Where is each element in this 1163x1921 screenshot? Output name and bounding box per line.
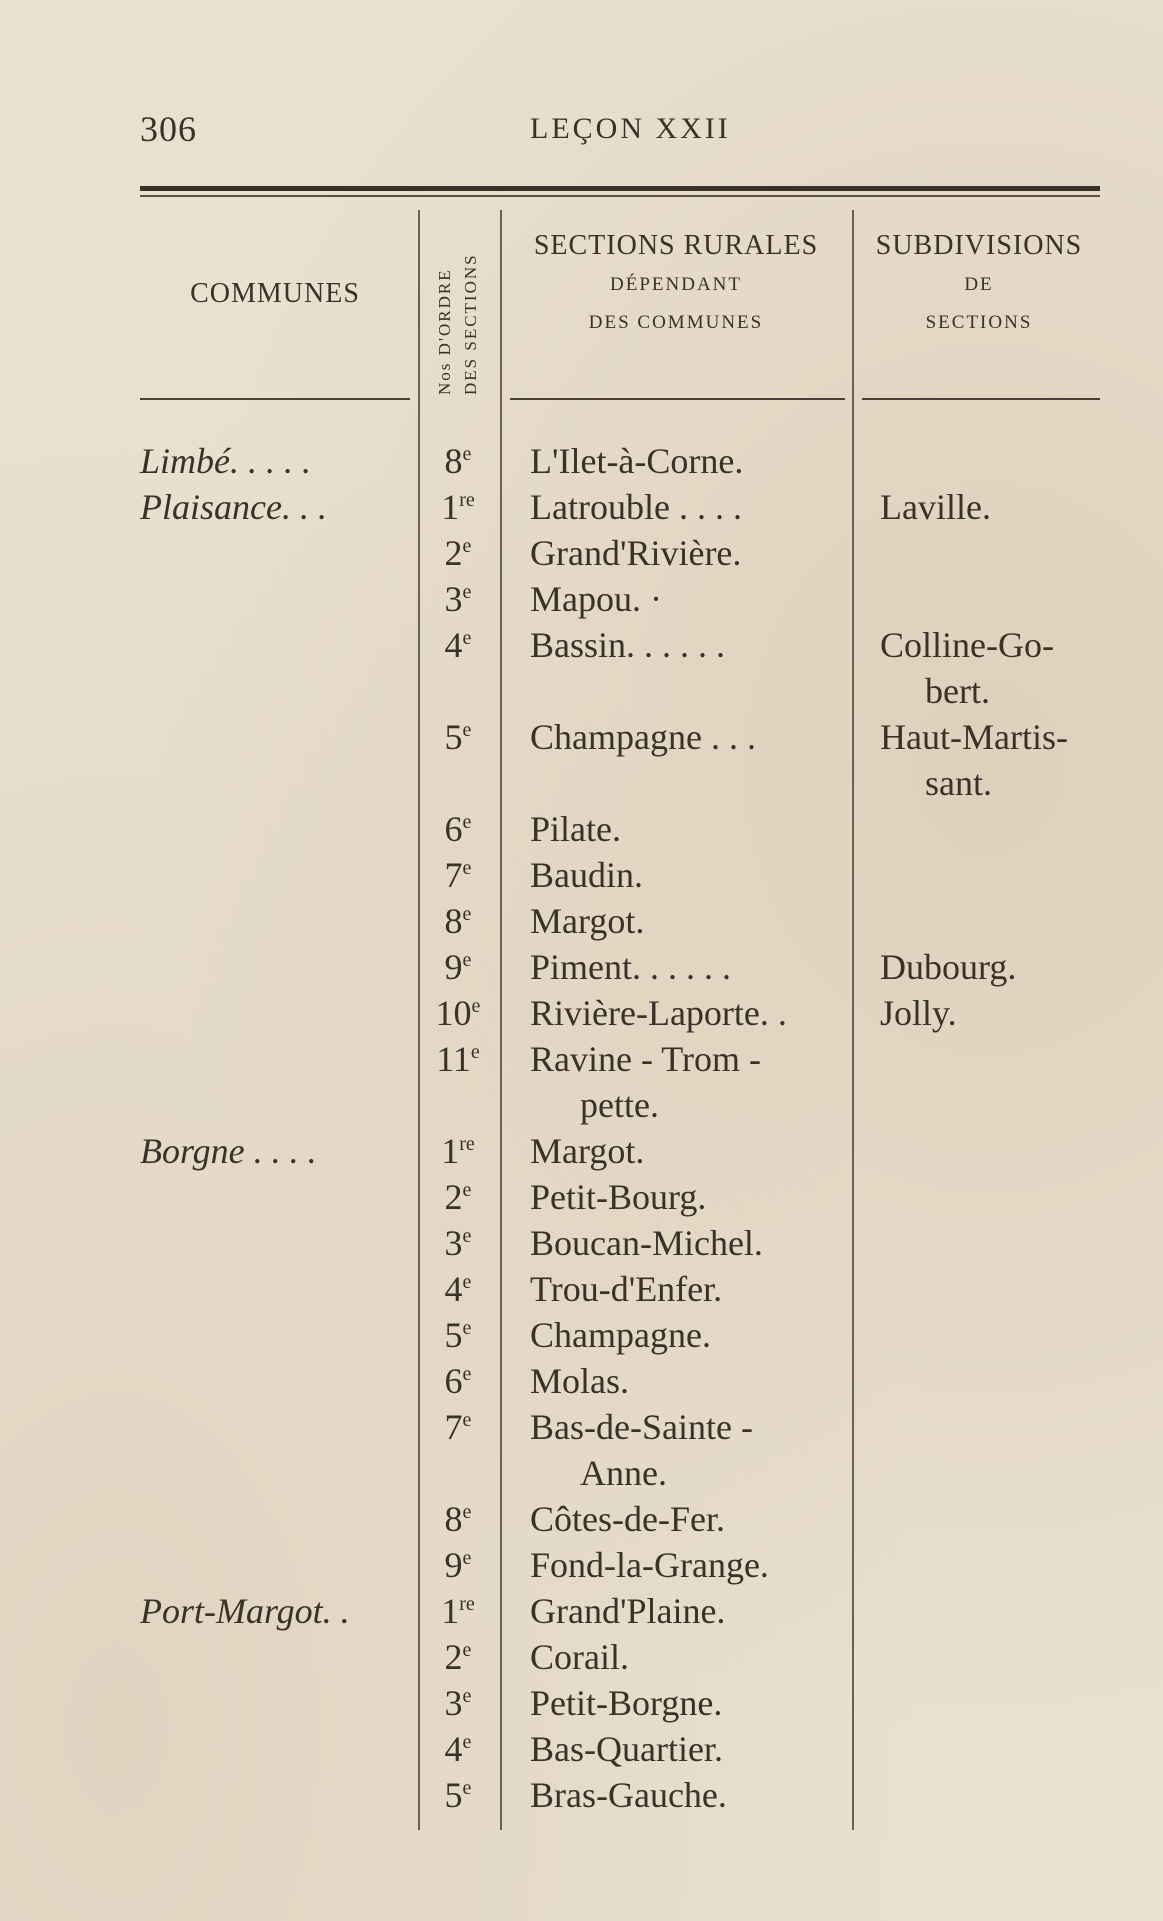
header-ordre-line2: DES SECTIONS	[461, 253, 480, 395]
ordinal-suffix: e	[462, 1271, 472, 1293]
table-row	[0, 1636, 1163, 1682]
header-sections-sub1: DÉPENDANT	[610, 274, 742, 295]
ordinal-suffix: e	[462, 1225, 472, 1247]
table-row	[0, 1728, 1163, 1774]
running-head: LEÇON XXII	[530, 112, 731, 145]
ordinal-suffix: re	[459, 1133, 475, 1155]
table-row	[0, 900, 1163, 946]
commune-name: Plaisance. . .	[140, 487, 327, 527]
section-name: Fond-la-Grange.	[530, 1545, 769, 1585]
section-name: Grand'Plaine.	[530, 1591, 726, 1631]
section-number	[420, 808, 496, 850]
ordinal-suffix: e	[462, 1363, 472, 1385]
page-number: 306	[140, 109, 197, 149]
section-number	[420, 1498, 496, 1540]
section-name: Bras-Gauche.	[530, 1775, 727, 1815]
table-body	[0, 440, 1163, 1820]
section-name: Baudin.	[530, 855, 643, 895]
section-name: Petit-Bourg.	[530, 1177, 707, 1217]
ordinal-suffix: e	[462, 857, 472, 879]
ordinal-suffix: e	[462, 1685, 472, 1707]
header-rule	[140, 398, 410, 400]
section-number-value: 9	[444, 947, 463, 987]
table-row	[0, 440, 1163, 486]
header-subdivisions	[858, 230, 1100, 338]
table-row	[0, 1268, 1163, 1314]
section-number-value: 3	[444, 1223, 463, 1263]
section-number	[420, 1544, 496, 1586]
section-name: Bas-Quartier.	[530, 1729, 723, 1769]
header-rule	[510, 398, 845, 400]
table-row	[0, 946, 1163, 992]
ordinal-suffix: e	[462, 443, 472, 465]
section-name: Mapou. ·	[530, 579, 662, 619]
section-name: Bassin. . . . . .	[530, 625, 726, 665]
section-number-value: 2	[444, 1177, 463, 1217]
section-number-value: 5	[444, 1315, 463, 1355]
section-name: Côtes-de-Fer.	[530, 1499, 725, 1539]
ordinal-suffix: e	[470, 1041, 480, 1063]
subdivision-name-continuation: bert.	[925, 671, 990, 711]
section-number	[420, 440, 496, 482]
section-number-value: 6	[444, 809, 463, 849]
section-name: Bas-de-Sainte -	[530, 1407, 753, 1447]
table-row	[0, 1038, 1163, 1084]
ordinal-suffix: e	[462, 1777, 472, 1799]
section-number-value: 8	[444, 901, 463, 941]
section-number	[420, 1176, 496, 1218]
header-sections	[506, 230, 846, 338]
section-number-value: 10	[435, 993, 472, 1033]
section-number-value: 8	[444, 1499, 463, 1539]
section-number-value: 1	[441, 1591, 460, 1631]
ordinal-suffix: e	[462, 1547, 472, 1569]
section-number-value: 6	[444, 1361, 463, 1401]
subdivision-name: Jolly.	[880, 993, 957, 1033]
section-name: Champagne.	[530, 1315, 711, 1355]
table-row	[0, 1222, 1163, 1268]
section-number	[420, 1728, 496, 1770]
section-number	[420, 1682, 496, 1724]
section-number	[420, 1636, 496, 1678]
ordinal-suffix: e	[462, 627, 472, 649]
section-number-value: 7	[444, 855, 463, 895]
section-number	[420, 900, 496, 942]
section-number	[420, 578, 496, 620]
section-number	[420, 1222, 496, 1264]
section-number-value: 3	[444, 579, 463, 619]
section-name: Molas.	[530, 1361, 629, 1401]
section-number	[420, 1774, 496, 1816]
table-row	[0, 486, 1163, 532]
table-row	[0, 1406, 1163, 1452]
top-rule	[140, 186, 1100, 191]
commune-name: Borgne . . . .	[140, 1131, 317, 1171]
table-row	[0, 1498, 1163, 1544]
commune-name: Limbé. . . . .	[140, 441, 311, 481]
table-row	[0, 1360, 1163, 1406]
table-row	[0, 854, 1163, 900]
header-subdiv-title: SUBDIVISIONS	[875, 230, 1083, 261]
section-name: Piment. . . . . .	[530, 947, 732, 987]
table-row	[0, 624, 1163, 670]
ordinal-suffix: e	[462, 949, 472, 971]
header-subdiv-sub1: DE	[964, 274, 994, 295]
table-row	[0, 532, 1163, 578]
section-name: Margot.	[530, 901, 645, 941]
section-number	[420, 486, 496, 528]
section-name: Pilate.	[530, 809, 621, 849]
section-number	[420, 1360, 496, 1402]
section-number	[420, 1590, 496, 1632]
section-name: Grand'Rivière.	[530, 533, 742, 573]
commune-name: Port-Margot. .	[140, 1591, 350, 1631]
section-number-value: 8	[444, 441, 463, 481]
section-name: Corail.	[530, 1637, 629, 1677]
section-name: Latrouble . . . .	[530, 487, 742, 527]
section-name: Trou-d'Enfer.	[530, 1269, 723, 1309]
section-number	[420, 1314, 496, 1356]
section-number-value: 7	[444, 1407, 463, 1447]
ordinal-suffix: e	[462, 1731, 472, 1753]
section-name: Margot.	[530, 1131, 645, 1171]
subdivision-name: Haut-Martis-	[880, 717, 1068, 757]
section-number-value: 4	[444, 1269, 463, 1309]
ordinal-suffix: e	[462, 581, 472, 603]
section-name-continuation: Anne.	[580, 1453, 667, 1493]
table-row	[0, 1084, 1163, 1130]
header-ordre-line1: Nos D'ORDRE	[435, 268, 454, 395]
section-name: Ravine - Trom -	[530, 1039, 762, 1079]
subdivision-name: Dubourg.	[880, 947, 1017, 987]
section-number	[420, 946, 496, 988]
subdivision-name-continuation: sant.	[925, 763, 992, 803]
header-sections-sub2: DES COMMUNES	[588, 312, 764, 333]
subdivision-name: Colline-Go-	[880, 625, 1054, 665]
section-number	[420, 532, 496, 574]
section-number	[420, 624, 496, 666]
subdivision-name: Laville.	[880, 487, 991, 527]
header-sections-title: SECTIONS RURALES	[533, 230, 819, 261]
section-number	[420, 1406, 496, 1448]
table-row	[0, 762, 1163, 808]
section-name-continuation: pette.	[580, 1085, 659, 1125]
ordinal-suffix: e	[462, 1501, 472, 1523]
ordinal-suffix: e	[462, 1639, 472, 1661]
section-number-value: 4	[444, 625, 463, 665]
table-row	[0, 578, 1163, 624]
section-number-value: 5	[444, 717, 463, 757]
ordinal-suffix: e	[462, 1409, 472, 1431]
table-row	[0, 670, 1163, 716]
section-number-value: 1	[441, 1131, 460, 1171]
section-number-value: 4	[444, 1729, 463, 1769]
section-number-value: 2	[444, 533, 463, 573]
section-number	[420, 1130, 496, 1172]
top-rule-thin	[140, 195, 1100, 197]
section-number-value: 1	[441, 487, 460, 527]
table-row	[0, 808, 1163, 854]
section-name: L'Ilet-à-Corne.	[530, 441, 744, 481]
section-number-value: 9	[444, 1545, 463, 1585]
ordinal-suffix: e	[462, 1179, 472, 1201]
section-number-value: 3	[444, 1683, 463, 1723]
section-name: Petit-Borgne.	[530, 1683, 723, 1723]
table-row	[0, 1452, 1163, 1498]
table-row	[0, 716, 1163, 762]
ordinal-suffix: e	[462, 1317, 472, 1339]
table-row	[0, 1176, 1163, 1222]
table-row	[0, 1544, 1163, 1590]
ordinal-suffix: e	[462, 903, 472, 925]
table-row	[0, 1130, 1163, 1176]
section-number	[420, 854, 496, 896]
table-row	[0, 1590, 1163, 1636]
section-number	[420, 1268, 496, 1310]
header-subdiv-sub2: SECTIONS	[925, 312, 1033, 333]
section-name: Champagne . . .	[530, 717, 756, 757]
ordinal-suffix: e	[462, 535, 472, 557]
header-rule	[862, 398, 1100, 400]
ordinal-suffix: re	[459, 489, 475, 511]
ordinal-suffix: e	[462, 811, 472, 833]
section-number-value: 11	[436, 1039, 471, 1079]
header-ordre	[420, 205, 496, 395]
section-number	[420, 1038, 496, 1080]
table-row	[0, 1682, 1163, 1728]
section-number-value: 2	[444, 1637, 463, 1677]
table-row	[0, 992, 1163, 1038]
ordinal-suffix: e	[462, 719, 472, 741]
ordinal-suffix: re	[459, 1593, 475, 1615]
table-row	[0, 1774, 1163, 1820]
ordinal-suffix: e	[471, 995, 481, 1017]
section-number	[420, 716, 496, 758]
section-number-value: 5	[444, 1775, 463, 1815]
header-communes: COMMUNES	[190, 278, 360, 309]
section-name: Rivière-Laporte. .	[530, 993, 787, 1033]
section-number	[420, 992, 496, 1034]
section-name: Boucan-Michel.	[530, 1223, 763, 1263]
table-row	[0, 1314, 1163, 1360]
